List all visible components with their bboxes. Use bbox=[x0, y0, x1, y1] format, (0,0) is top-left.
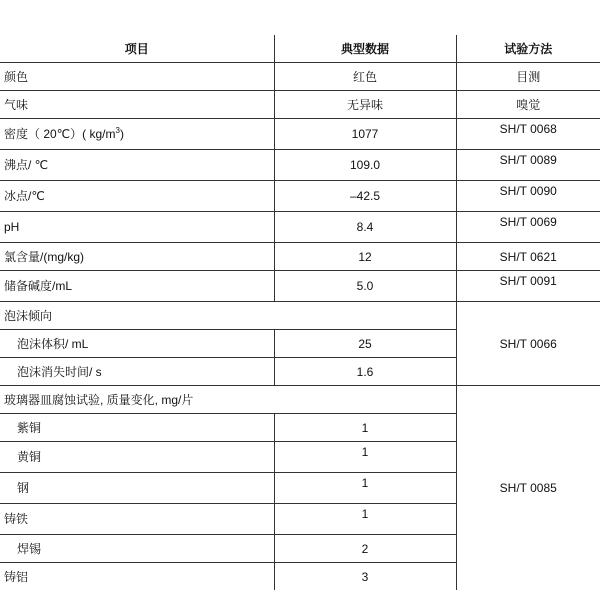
row-method: SH/T 0069 bbox=[456, 212, 600, 243]
row-value: 1 bbox=[274, 504, 456, 535]
header-method: 试验方法 bbox=[456, 35, 600, 63]
row-item: 冰点/℃ bbox=[0, 181, 274, 212]
row-value: 109.0 bbox=[274, 150, 456, 181]
row-method: SH/T 0089 bbox=[456, 150, 600, 181]
foam-group-title: 泡沫倾向 bbox=[0, 302, 456, 330]
table-row bbox=[0, 63, 600, 91]
row-item: 颜色 bbox=[0, 63, 274, 91]
row-item: 焊锡 bbox=[0, 535, 274, 563]
row-value: 2 bbox=[274, 535, 456, 563]
table-row bbox=[0, 243, 600, 271]
row-value: 1.6 bbox=[274, 358, 456, 386]
corrosion-group-title: 玻璃器皿腐蚀试验, 质量变化, mg/片 bbox=[0, 386, 456, 414]
foam-method: SH/T 0066 bbox=[456, 302, 600, 386]
row-item: 黄铜 bbox=[0, 442, 274, 473]
spec-table bbox=[0, 35, 600, 590]
row-method: SH/T 0621 bbox=[456, 243, 600, 271]
row-value: 1077 bbox=[274, 119, 456, 150]
row-item: 泡沫体积/ mL bbox=[0, 330, 274, 358]
row-value: 8.4 bbox=[274, 212, 456, 243]
row-method: 嗅觉 bbox=[456, 91, 600, 119]
table-row bbox=[0, 271, 600, 302]
row-method: 目测 bbox=[456, 63, 600, 91]
row-method: SH/T 0091 bbox=[456, 271, 600, 302]
header-value: 典型数据 bbox=[274, 35, 456, 63]
table-row bbox=[0, 91, 600, 119]
row-value: 5.0 bbox=[274, 271, 456, 302]
row-value: 1 bbox=[274, 442, 456, 473]
density-label: 密度（ 20℃）( kg/m bbox=[4, 127, 116, 141]
row-value: 无异味 bbox=[274, 91, 456, 119]
row-value: 12 bbox=[274, 243, 456, 271]
table-header-row bbox=[0, 35, 600, 63]
row-item: 沸点/ ℃ bbox=[0, 150, 274, 181]
table-row bbox=[0, 119, 600, 150]
table-row bbox=[0, 212, 600, 243]
row-item bbox=[0, 119, 274, 150]
row-method: SH/T 0068 bbox=[456, 119, 600, 150]
row-item: 泡沫消失时间/ s bbox=[0, 358, 274, 386]
table-row bbox=[0, 150, 600, 181]
row-item: 铸铝 bbox=[0, 563, 274, 591]
row-item: 铸铁 bbox=[0, 504, 274, 535]
row-value: 1 bbox=[274, 414, 456, 442]
row-item: 氯含量/(mg/kg) bbox=[0, 243, 274, 271]
row-value: 1 bbox=[274, 473, 456, 504]
row-value: –42.5 bbox=[274, 181, 456, 212]
corrosion-group-row bbox=[0, 386, 600, 414]
header-item: 项目 bbox=[0, 35, 274, 63]
row-method: SH/T 0090 bbox=[456, 181, 600, 212]
row-item: 钢 bbox=[0, 473, 274, 504]
row-item: 紫铜 bbox=[0, 414, 274, 442]
corrosion-method: SH/T 0085 bbox=[456, 386, 600, 591]
row-value: 3 bbox=[274, 563, 456, 591]
row-value: 红色 bbox=[274, 63, 456, 91]
table-row bbox=[0, 181, 600, 212]
row-value: 25 bbox=[274, 330, 456, 358]
density-unit-exponent: 3 bbox=[115, 126, 120, 135]
row-item: 气味 bbox=[0, 91, 274, 119]
row-item: pH bbox=[0, 212, 274, 243]
row-item: 储备碱度/mL bbox=[0, 271, 274, 302]
foam-group-row bbox=[0, 302, 600, 330]
density-label-suffix: ) bbox=[119, 127, 124, 141]
